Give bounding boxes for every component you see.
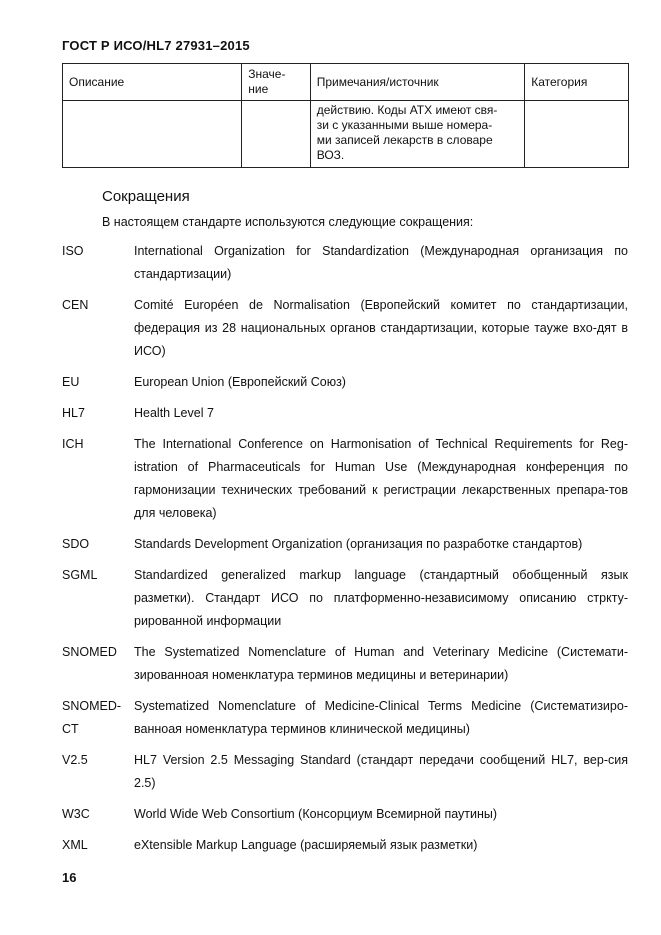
- abbreviation-item: [62, 402, 632, 425]
- table-row: [63, 101, 629, 168]
- abbreviation-definition: The Systematized Nomenclature of Human and Veterinary Medicine (Системати-зированноая номенклатура терминов медицины и ветеринарии): [134, 645, 628, 682]
- abbreviation-item: [62, 294, 632, 363]
- abbreviation-definition: Comité Européen de Normalisation (Европейский комитет по стандартизации, федерация из 28 национальных органов стандартизации, которые тауже вхо-дят в ИСО): [134, 298, 628, 358]
- abbreviation-term: ISO: [62, 244, 84, 258]
- table-cell-notes: действию. Коды АТХ имеют свя- зи с указанными выше номера- ми записей лекарств в словаре ВОЗ.: [310, 101, 525, 168]
- column-header-description: Описание: [63, 64, 242, 101]
- abbreviation-term: ICH: [62, 437, 84, 451]
- abbreviation-definition: The International Conference on Harmonisation of Technical Requirements for Reg-istration of Pharmaceuticals for Human Use (Международная конференция по гармонизации технических требований к регистрации лекарственных препара-тов для человека): [134, 437, 628, 520]
- abbreviation-item: [62, 564, 632, 633]
- page-number: 16: [62, 870, 77, 885]
- abbreviation-item: [62, 749, 632, 795]
- table-cell-value: [242, 101, 310, 168]
- reference-table: [62, 63, 629, 168]
- table-cell-category: [525, 101, 629, 168]
- abbreviation-definition: Standards Development Organization (организация по разработке стандартов): [134, 537, 583, 551]
- abbreviation-term: W3C: [62, 807, 90, 821]
- abbreviation-term: EU: [62, 375, 80, 389]
- abbreviation-term: SNOMED: [62, 645, 117, 659]
- abbreviation-term: CEN: [62, 298, 89, 312]
- abbreviation-list: [62, 240, 632, 857]
- abbreviation-item: [62, 371, 632, 394]
- abbreviation-definition: Health Level 7: [134, 406, 214, 420]
- abbreviation-definition: Standardized generalized markup language (стандартный обобщенный язык разметки). Стандарт ИСО по платформенно-независимому описанию стркту-рированной информации: [134, 568, 628, 628]
- abbreviation-item: [62, 834, 632, 857]
- table-cell-description: [63, 101, 242, 168]
- abbreviation-term: HL7: [62, 406, 85, 420]
- abbreviation-term: V2.5: [62, 753, 88, 767]
- section-intro: В настоящем стандарте используются следующие сокращения:: [102, 215, 474, 229]
- abbreviation-item: [62, 803, 632, 826]
- abbreviation-definition: HL7 Version 2.5 Messaging Standard (стандарт передачи сообщений HL7, вер-сия 2.5): [134, 753, 628, 790]
- abbreviation-item: [62, 533, 632, 556]
- abbreviation-item: [62, 433, 632, 525]
- document-header: ГОСТ Р ИСО/HL7 27931–2015: [62, 38, 250, 53]
- abbreviation-definition: Systematized Nomenclature of Medicine-Clinical Terms Medicine (Систематизиро-ванноая номенклатура терминов клинической медицины): [134, 699, 628, 736]
- abbreviation-item: [62, 695, 632, 741]
- abbreviation-definition: World Wide Web Consortium (Консорциум Всемирной паутины): [134, 807, 498, 821]
- abbreviation-term: SGML: [62, 568, 98, 582]
- abbreviation-item: [62, 240, 632, 286]
- abbreviation-term: SDO: [62, 537, 90, 551]
- abbreviation-definition: European Union (Европейский Союз): [134, 375, 346, 389]
- abbreviation-item: [62, 641, 632, 687]
- abbreviation-term: SNOMED- CT: [62, 699, 122, 736]
- section-title: Сокращения: [102, 188, 190, 205]
- abbreviation-definition: International Organization for Standardization (Международная организация по стандартизации): [134, 244, 628, 281]
- column-header-category: Категория: [525, 64, 629, 101]
- column-header-notes-source: Примечания/источник: [310, 64, 525, 101]
- column-header-value: Значе- ние: [242, 64, 310, 101]
- abbreviation-definition: eXtensible Markup Language (расширяемый язык разметки): [134, 838, 478, 852]
- abbreviation-term: XML: [62, 838, 88, 852]
- table-header-row: [63, 64, 629, 101]
